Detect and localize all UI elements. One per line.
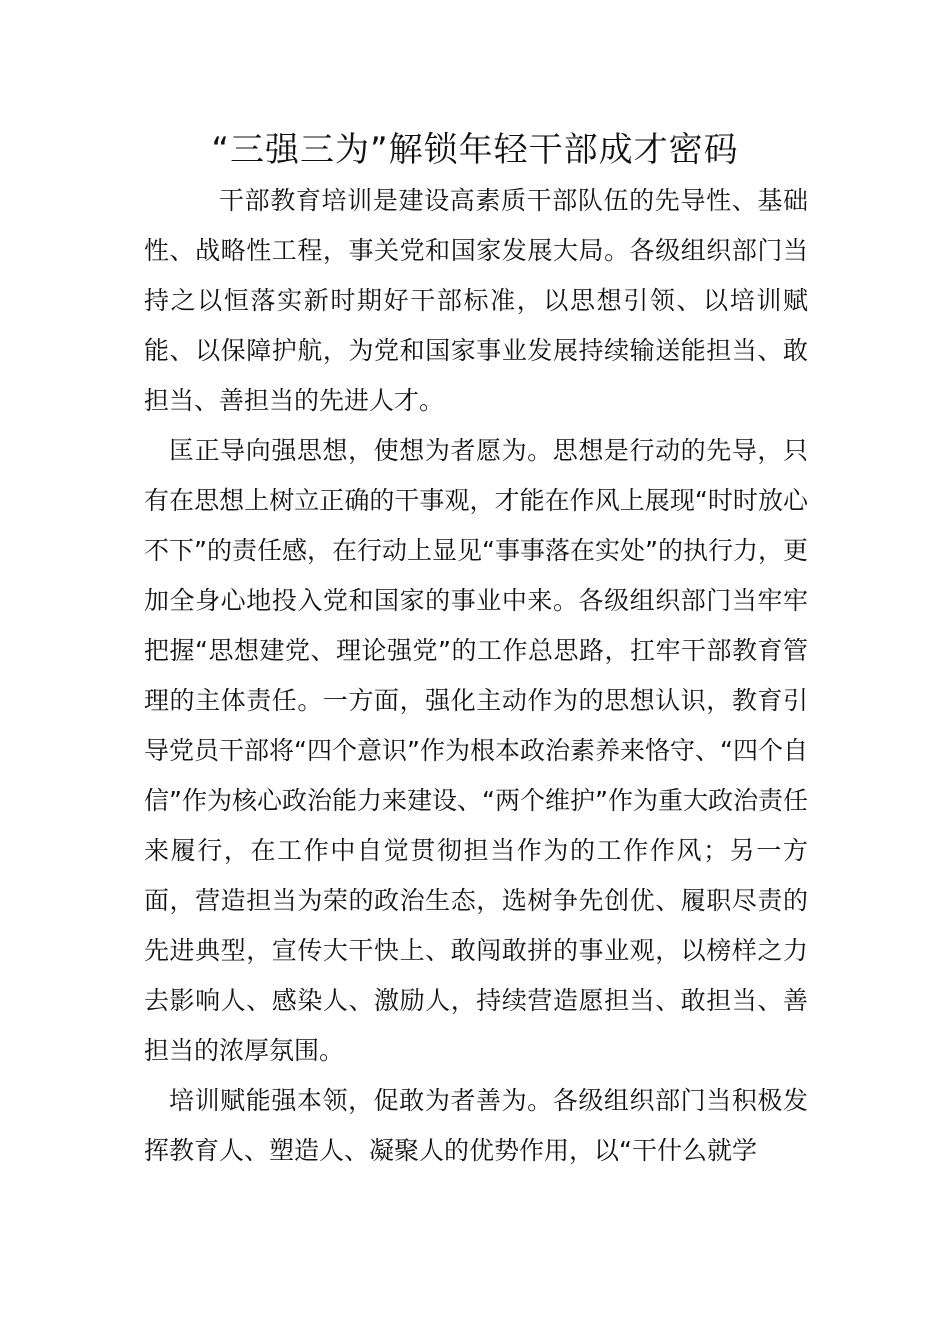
- paragraph-intro: 干部教育培训是建设高素质干部队伍的先导性、基础性、战略性工程，事关党和国家发展大局。各级组织部门当持之以恒落实新时期好干部标准，以思想引领、以培训赋能、以保障护航，为党和国家事业发展持续输送能担当、敢担当、善担当的先进人才。: [144, 186, 808, 415]
- document-title: “三强三为”解锁年轻干部成才密码: [211, 130, 739, 170]
- paragraph-thought: 匡正导向强思想，使想为者愿为。思想是行动的先导，只有在思想上树立正确的干事观，才能在作风上展现“时时放心不下”的责任感，在行动上显见“事事落在实处”的执行力，更加全身心地投入党和国家的事业中来。各级组织部门当牢牢把握“思想建党、理论强党”的工作总思路，扛牢干部教育管理的主体责任。一方面，强化主动作为的思想认识，教育引导党员干部将“四个意识”作为根本政治素养来恪守、“四个自信”作为核心政治能力来建设、“两个维护”作为重大政治责任来履行，在工作中自觉贯彻担当作为的工作作风；另一方面，营造担当为荣的政治生态，选树争先创优、履职尽责的先进典型，宣传大干快上、敢闯敢拼的事业观，以榜样之力去影响人、感染人、激励人，持续营造愿担当、敢担当、善担当的浓厚氛围。: [144, 436, 808, 1065]
- document-body: [144, 176, 808, 1176]
- paragraph-training: 培训赋能强本领，促敢为者善为。各级组织部门当积极发挥教育人、塑造人、凝聚人的优势作用，以“干什么就学: [144, 1086, 808, 1165]
